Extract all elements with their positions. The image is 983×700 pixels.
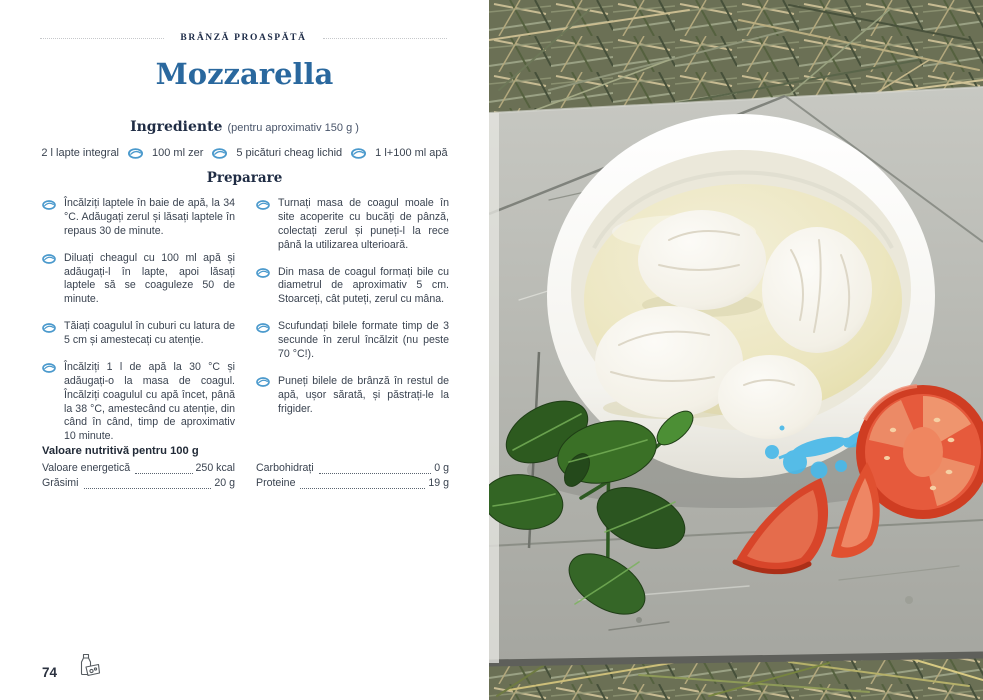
header-rule-left	[40, 38, 164, 39]
nutrition-label: Carbohidrați	[256, 462, 314, 474]
steps-left-column	[42, 197, 235, 457]
page-footer	[42, 652, 101, 680]
cheese-bullet-icon	[256, 323, 270, 333]
nutrition-right-column	[256, 461, 449, 491]
ingredient-item: 2 l lapte integral	[41, 147, 120, 159]
cheese-bullet-icon	[128, 148, 143, 159]
cheese-bullet-icon	[42, 254, 56, 264]
nutrition-row	[256, 476, 449, 491]
step-text: Puneți bilele de brânză în restul de apă, ușor sărată, și păstrați-le la frigider.	[278, 374, 449, 415]
nutrition-value: 250 kcal	[195, 462, 235, 474]
milk-cheese-icon	[74, 652, 101, 680]
nutrition-value: 19 g	[428, 476, 449, 489]
recipe-title: Mozzarella	[155, 57, 334, 91]
prep-step	[42, 361, 235, 444]
nutrition-label: Proteine	[256, 476, 296, 489]
ingredient-item: 5 picături cheag lichid	[236, 147, 343, 159]
cheese-bullet-icon	[256, 200, 270, 210]
ingredients-line	[14, 147, 475, 159]
step-text: Din masa de coagul formați bile cu diametrul de aproximativ 5 cm. Stoarceți, cât puteți, zerul cu mâna.	[278, 265, 449, 306]
cheese-bullet-icon	[42, 363, 56, 373]
step-text: Diluați cheagul cu 100 ml apă și adăugați-l în lapte, apoi lăsați laptele să se coaguleze 50 de minute.	[64, 251, 235, 306]
page-number: 74	[42, 665, 58, 680]
header-rule-right	[323, 38, 447, 39]
cheese-bullet-icon	[351, 148, 366, 159]
nutrition-section	[42, 445, 449, 491]
cheese-bullet-icon	[256, 268, 270, 278]
prep-step	[42, 320, 235, 348]
cheese-bullet-icon	[212, 148, 227, 159]
cheese-bullet-icon	[42, 200, 56, 210]
recipe-page	[0, 0, 489, 700]
nutrition-row	[42, 461, 235, 476]
recipe-photo	[489, 0, 983, 700]
prep-step	[42, 252, 235, 308]
section-header: BRÂNZĂ PROASPĂTĂ	[180, 33, 307, 43]
nutrition-row	[42, 476, 235, 491]
step-text: Încălziți laptele în baie de apă, la 34 °C. Adăugați zerul și lăsați laptele în repaus 30 de minute.	[64, 197, 235, 237]
prep-step	[256, 197, 449, 253]
prep-step	[42, 197, 235, 239]
ingredient-item: 100 ml zer	[152, 147, 204, 159]
ingredients-heading: Ingrediente	[130, 119, 223, 135]
step-text: Tăiați coagulul în cuburi cu latura de 5 cm și amestecați cu atenție.	[64, 320, 235, 346]
dot-leader	[300, 488, 425, 489]
nutrition-left-column	[42, 461, 235, 491]
step-text: Scufundați bilele formate timp de 3 secunde în zerul încălzit (nu peste 70 °C!).	[278, 320, 449, 360]
steps-right-column	[256, 197, 449, 457]
step-text: Încălziți 1 l de apă la 30 °C și adăugați-o la masa de coagul. Încălziți coagulul cu apă încet, până la 38 °C, amestecând cu atenție, din când în când, timp de aproximativ 10 minute.	[64, 360, 235, 443]
prep-step	[256, 320, 449, 362]
nutrition-row	[256, 461, 449, 476]
section-header-row	[40, 33, 447, 43]
ingredients-note: (pentru aproximativ 150 g )	[227, 122, 359, 134]
dot-leader	[319, 473, 432, 474]
dot-leader	[84, 488, 212, 489]
prep-step	[256, 375, 449, 417]
cheese-bullet-icon	[256, 377, 270, 387]
nutrition-label: Grăsimi	[42, 476, 79, 489]
cheese-bullet-icon	[42, 323, 56, 333]
preparation-heading: Preparare	[206, 170, 283, 186]
step-text: Turnați masa de coagul moale în site acoperite cu bucăți de pânză, colectați zerul și puneți-l la rece până la utilizarea ulterioară.	[278, 197, 449, 251]
nutrition-heading: Valoare nutritivă pentru 100 g	[42, 445, 199, 457]
nutrition-label: Valoare energetică	[42, 462, 131, 474]
preparation-columns	[42, 197, 449, 457]
nutrition-value: 0 g	[434, 462, 449, 474]
mozzarella-photo-illustration	[489, 0, 983, 700]
prep-step	[256, 266, 449, 308]
nutrition-value: 20 g	[214, 476, 235, 489]
ingredients-heading-row	[0, 118, 489, 136]
ingredient-item: 1 l+100 ml apă	[375, 147, 448, 159]
dot-leader	[135, 473, 192, 474]
